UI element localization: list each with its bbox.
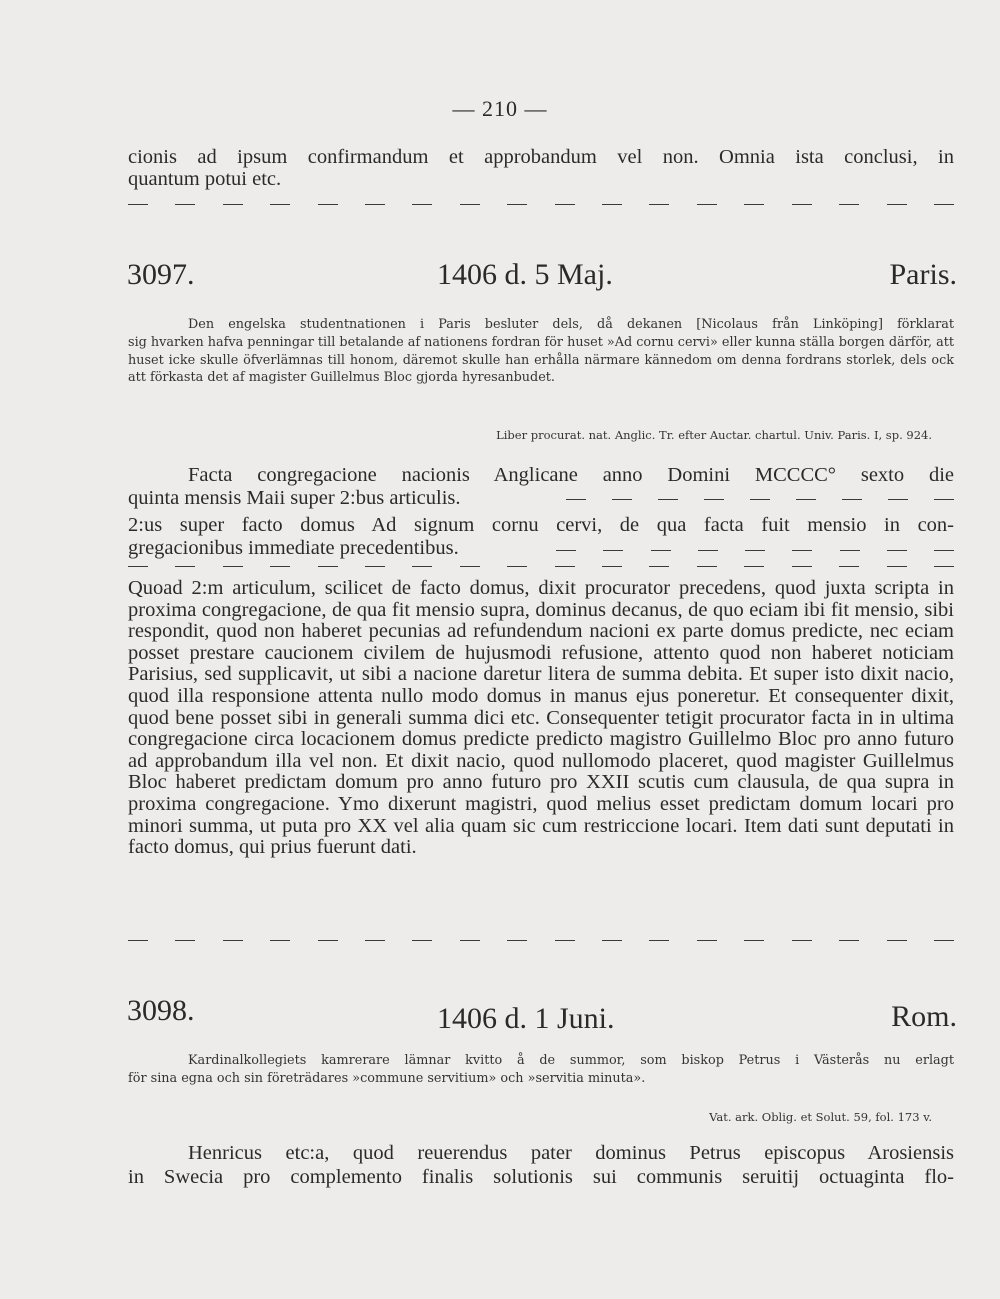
entry-summary: för sina egna och sin företrädares »commune servitium» och »servitia minuta».: [128, 1071, 646, 1086]
text-line: Henricus etc:a, quod reuerendus pater dominus Petrus episcopus Arosiensis: [188, 1142, 954, 1164]
text-line: in Swecia pro complemento finalis solutionis sui communis seruitij octuaginta flo-: [128, 1166, 954, 1188]
entry-date: 1406 d. 1 Juni.: [437, 1002, 615, 1035]
source-citation: Liber procurat. nat. Anglic. Tr. efter Auctar. chartul. Univ. Paris. I, sp. 924.: [496, 428, 932, 442]
text-line: gregacionibus immediate precedentibus.: [128, 537, 459, 559]
separator-dashes: [556, 550, 954, 554]
entry-place: Paris.: [889, 258, 957, 291]
entry-number: 3098.: [127, 994, 195, 1027]
entry-date: 1406 d. 5 Maj.: [437, 258, 613, 291]
entry-heading: [127, 258, 957, 294]
entry-summary-first-line: Den engelska studentnationen i Paris besluter dels, då dekanen [Nicolaus från Linköping] förklarat: [188, 317, 954, 332]
separator-dashes: [128, 940, 954, 944]
entry-summary: sig hvarken hafva penningar till betalande af nationens fordran för huset »Ad cornu cervi» eller kunna ställa borgen därför, att huset icke skulle öfverlämnas till honom, däremot skulle han erhålla närmare kännedom om denna fordrans storlek, dels ock att förkasta det af magister Guillelmus Bloc gjorda hyresanbudet.: [128, 335, 955, 385]
source-citation: Vat. ark. Oblig. et Solut. 59, fol. 173 v.: [709, 1110, 932, 1124]
entry-summary-first-line: Kardinalkollegiets kamrerare lämnar kvitto å de summor, som biskop Petrus i Västerås nu erlagt: [188, 1053, 954, 1068]
entry-heading: [127, 994, 957, 1035]
continued-text-line: quantum potui etc.: [128, 168, 282, 190]
entry-place: Rom.: [891, 1000, 957, 1033]
separator-dashes: [566, 499, 954, 503]
separator-dashes: [128, 566, 954, 570]
text-line: 2:us super facto domus Ad signum cornu cervi, de qua facta fuit mensio in con-: [128, 514, 954, 536]
main-paragraph: Quoad 2:m articulum, scilicet de facto domus, dixit procurator precedens, quod juxta scripta in proxima congregacione, de qua fit mensio supra, dominus decanus, de quo eciam ibi fit mensio, sibi respondit, quod non haberet pecunias ad refundendum nacioni ex parte domus predicte, nec eciam posset prestare caucionem civilem de hujusmodi refusione, attento quod non haberet noticiam Parisius, sed supplicavit, ut sibi a nacione daretur litera de summa debita. Et super isto dixit nacio, quod illa responsione attenta nullo modo domus in manus ejus poneretur. Et consequenter dixit, quod bene posset sibi in generali summa dici etc. Consequenter tetigit procurator facta in in ultima congregacione circa locacionem domus predicte predicto magistro Guillelmo Bloc pro anno futuro ad approbandum illa vel non. Et dixit nacio, quod nullomodo placeret, quod magister Guillelmus Bloc haberet predictam domum pro anno futuro pro XXII scutis cum clausula, de qua supra in proxima congregacione. Ymo dixerunt magistri, quod melius esset predictam domum locari pro minori summa, ut puta pro XX vel alia quam sic cum restriccione locari. Item dati sunt deputati in facto domus, qui prius fuerunt dati.: [128, 577, 954, 859]
page-number: — 210 —: [452, 96, 548, 121]
text-line: quinta mensis Maii super 2:bus articulis.: [128, 487, 461, 509]
text-line: Facta congregacione nacionis Anglicane anno Domini MCCCC° sexto die: [188, 464, 954, 486]
continued-text-line: cionis ad ipsum confirmandum et approbandum vel non. Omnia ista conclusi, in: [128, 146, 954, 168]
entry-number: 3097.: [127, 258, 195, 291]
separator-dashes: [128, 204, 954, 208]
